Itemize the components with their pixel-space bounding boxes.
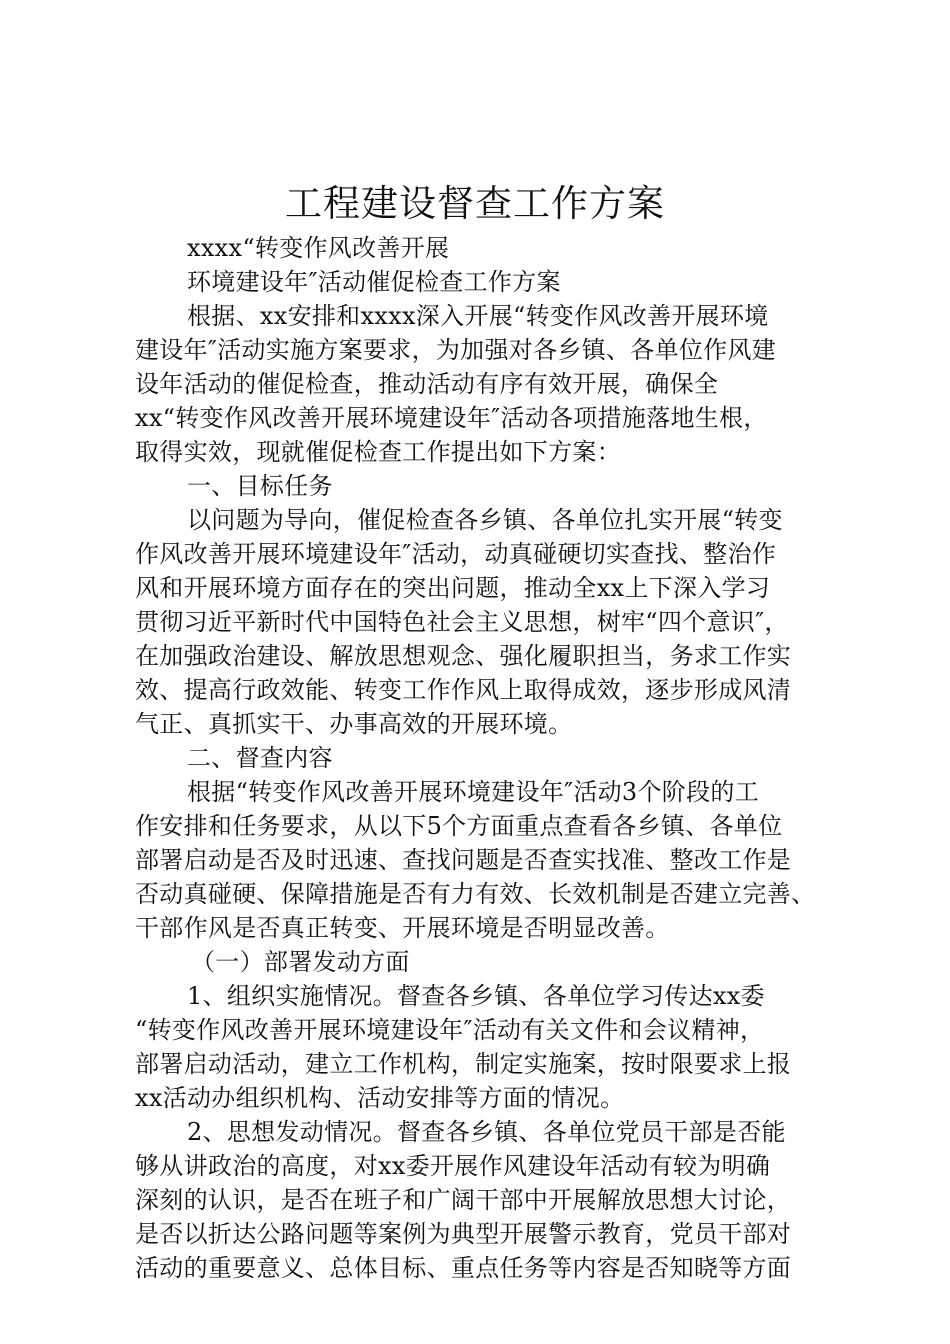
document-title: 工程建设督查工作方案 bbox=[285, 182, 665, 225]
text-line: （一）部署发动方面 bbox=[191, 948, 410, 976]
text-line: 够从讲政治的高度，对xx委开展作风建设年活动有较为明确 bbox=[135, 1152, 771, 1180]
text-line: 作风改善开展环境建设年″活动，动真碰硬切实查找、整治作 bbox=[135, 540, 777, 568]
text-line: 干部作风是否真正转变、开展环境是否明显改善。 bbox=[135, 914, 670, 942]
text-line: 取得实效，现就催促检查工作提出如下方案： bbox=[135, 438, 621, 466]
text-line: 效、提高行政效能、转变工作作风上取得成效，逐步形成风清 bbox=[135, 676, 792, 704]
text-line: 部署启动活动，建立工作机构，制定实施案，按时限要求上报 bbox=[135, 1050, 792, 1078]
text-line: 深刻的认识，是否在班子和广阔干部中开展解放思想大讨论， bbox=[135, 1186, 792, 1214]
text-line: 1、组织实施情况。督查各乡镇、各单位学习传达xx委 bbox=[187, 982, 765, 1010]
text-line: xx活动办组织机构、活动安排等方面的情况。 bbox=[135, 1084, 625, 1112]
text-line: 是否以折达公路问题等案例为典型开展警示教育，党员干部对 bbox=[135, 1220, 792, 1248]
text-line: 作安排和任务要求，从以下5个方面重点查看各乡镇、各单位 bbox=[135, 812, 783, 840]
text-line: 建设年″活动实施方案要求，为加强对各乡镇、各单位作风建 bbox=[135, 336, 777, 364]
text-line: 部署启动是否及时迅速、查找问题是否查实找准、整改工作是 bbox=[135, 846, 792, 874]
text-line: 设年活动的催促检查，推动活动有序有效开展，确保全 bbox=[135, 370, 719, 398]
text-line: 以问题为导向，催促检查各乡镇、各单位扎实开展“转变 bbox=[187, 506, 783, 534]
text-line: 贯彻习近平新时代中国特色社会主义思想，树牢“四个意识″， bbox=[135, 608, 789, 636]
text-line: 二、督查内容 bbox=[187, 744, 333, 772]
text-line: 2、思想发动情况。督查各乡镇、各单位党员干部是否能 bbox=[187, 1118, 786, 1146]
text-line: “转变作风改善开展环境建设年″活动有关文件和会议精神， bbox=[135, 1016, 765, 1044]
document-body bbox=[135, 231, 825, 1285]
text-line: 活动的重要意义、总体目标、重点任务等内容是否知晓等方面 bbox=[135, 1254, 792, 1282]
text-line: 根据、xx安排和xxxx深入开展“转变作风改善开展环境 bbox=[187, 302, 769, 330]
text-line: 气正、真抓实干、办事高效的开展环境。 bbox=[135, 710, 573, 738]
text-line: xx“转变作风改善开展环境建设年″活动各项措施落地生根， bbox=[135, 404, 768, 432]
text-line: 一、目标任务 bbox=[187, 472, 333, 500]
text-line: 环境建设年″活动催促检查工作方案 bbox=[187, 268, 561, 296]
text-line: 根据“转变作风改善开展环境建设年″活动3个阶段的工 bbox=[187, 778, 760, 806]
text-line: 风和开展环境方面存在的突出问题，推动全xx上下深入学习 bbox=[135, 574, 771, 602]
text-line: 否动真碰硬、保障措施是否有力有效、长效机制是否建立完善、 bbox=[135, 880, 816, 908]
text-line: xxxx“转变作风改善开展 bbox=[187, 234, 450, 262]
text-line: 在加强政治建设、解放思想观念、强化履职担当，务求工作实 bbox=[135, 642, 792, 670]
